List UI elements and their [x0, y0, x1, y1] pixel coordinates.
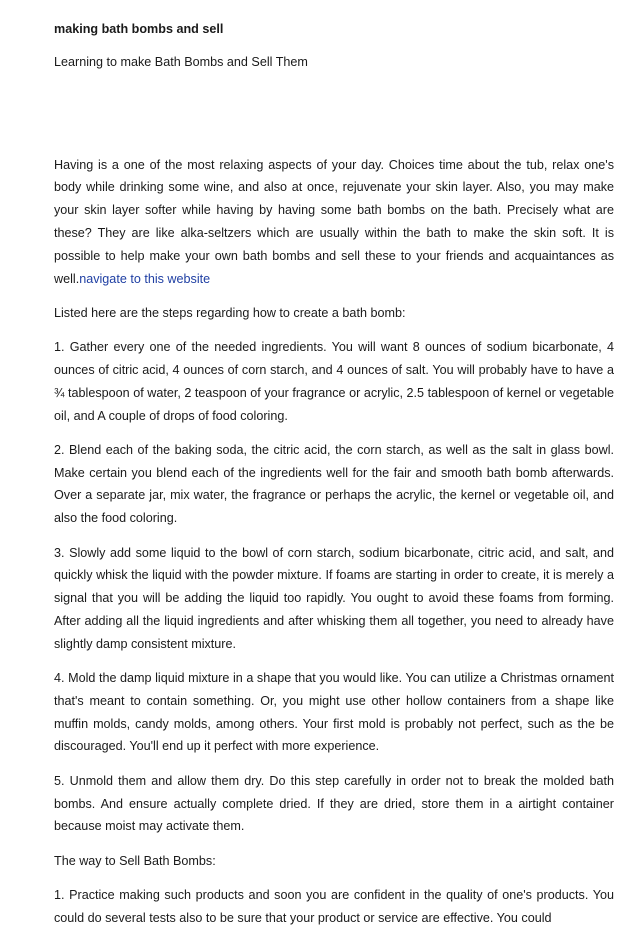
sell-heading: The way to Sell Bath Bombs: [54, 853, 216, 868]
website-link[interactable]: navigate to this website [79, 271, 211, 286]
step-paragraph-2: 2. Blend each of the baking soda, the citric acid, the corn starch, as well as the salt in glass bowl. Make certain you blend each of the ingredients well for the fair and smooth bath bomb afterwards. Over a separate jar, mix water, the fragrance or perhaps the acrylic, the kernel or vegetable oil, and also the food coloring. [54, 442, 614, 526]
steps-heading: Listed here are the steps regarding how to create a bath bomb: [54, 305, 406, 320]
step-paragraph-4: 4. Mold the damp liquid mixture in a shape that you would like. You can utilize a Christmas ornament that's meant to contain something. Or, you might use other hollow containers from a shape like muffin molds, candy molds, among others. Your first mold is probably not perfect, such as the be discouraged. You'll end up it perfect with more experience. [54, 671, 614, 754]
document-page [54, 18, 614, 941]
intro-text: Having is a one of the most relaxing aspects of your day. Choices time about the tub, relax one's body while drinking some wine, and also at once, rejuvenate your skin layer. Also, you may make your skin layer softer while having by having some bath bombs on the bath. Precisely what are these? They are like alka-seltzers which are usually within the bath to make the skin soft. It is possible to help make your own bath bombs and sell these to your friends and acquaintances as well. [54, 157, 614, 286]
document-title: making bath bombs and sell [54, 22, 224, 36]
intro-paragraph [54, 154, 614, 291]
document-subtitle: Learning to make Bath Bombs and Sell Them [54, 54, 308, 69]
step-paragraph-5: 5. Unmold them and allow them dry. Do this step carefully in order not to break the molded bath bombs. And ensure actually complete dried. If they are dried, store them in a airtight container because moist may activate them. [54, 773, 614, 834]
step-paragraph-1: 1. Gather every one of the needed ingredients. You will want 8 ounces of sodium bicarbonate, 4 ounces of citric acid, 4 ounces of corn starch, and 4 ounces of salt. You will probably have to have a ¾ tablespoon of water, 2 teaspoon of your fragrance or acrylic, 2.5 tablespoon of kernel or vegetable oil, and A couple of drops of food coloring. [54, 340, 614, 423]
sell-step-paragraph-1: 1. Practice making such products and soon you are confident in the quality of one's products. You could do several tests also to be sure that your product or service are effective. You could [54, 887, 614, 925]
spacer [54, 74, 614, 154]
step-paragraph-3: 3. Slowly add some liquid to the bowl of corn starch, sodium bicarbonate, citric acid, and salt, and quickly whisk the liquid with the powder mixture. If foams are starting in order to create, it is merely a signal that you will be adding the liquid too rapidly. You ought to avoid these foams from forming. After adding all the liquid ingredients and after whisking them all together, you need to already have slightly damp consistent mixture. [54, 545, 614, 651]
